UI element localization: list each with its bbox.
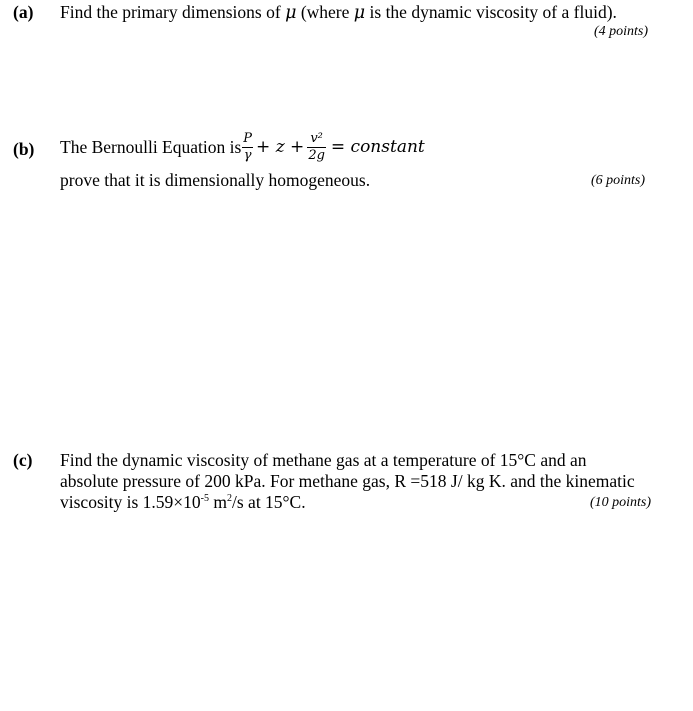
fraction-numerator: v² — [310, 130, 323, 146]
part-c-line-1: Find the dynamic viscosity of methane gas at a temperature of 15°C and an — [60, 450, 587, 470]
part-b-line-2: prove that it is dimensionally homogeneous. — [60, 170, 371, 190]
part-c-line-3c: /s at 15°C. — [232, 492, 306, 512]
equation-rhs: = constant — [330, 137, 425, 157]
part-b-points: (6 points) — [590, 173, 645, 188]
part-a-question — [60, 2, 617, 23]
part-c-points: (10 points) — [589, 495, 651, 510]
part-a-points: (4 points) — [593, 24, 648, 39]
part-c-label: (c) — [13, 450, 33, 470]
part-b-label: (b) — [13, 139, 35, 159]
part-b-intro: The Bernoulli Equation is — [60, 136, 242, 157]
mu-symbol: μ — [285, 3, 297, 23]
exponent: 2 — [227, 493, 232, 505]
fraction-denominator: 2g — [308, 147, 325, 163]
fraction-denominator: γ — [243, 147, 252, 163]
part-a-text-1: Find the primary dimensions of — [60, 2, 286, 22]
part-a-text-2: (where — [296, 2, 354, 22]
part-b-question — [60, 126, 425, 168]
part-a-label: (a) — [13, 2, 34, 22]
part-c-line-3 — [60, 492, 306, 513]
mu-symbol-2: μ — [353, 3, 366, 23]
fraction-numerator: P — [243, 130, 253, 146]
part-a-text-3: is the dynamic viscosity of a fluid). — [365, 2, 617, 22]
part-c-line-3a: viscosity is 1.59×10 — [60, 492, 201, 512]
plus-z: + z + — [256, 137, 305, 157]
fraction-v2-over-2g — [307, 132, 326, 163]
fraction-p-over-gamma — [242, 132, 253, 163]
part-c-line-3b: m — [209, 492, 227, 512]
exponent: -5 — [200, 493, 209, 505]
part-c-line-2: absolute pressure of 200 kPa. For methane gas, R =518 J/ kg K. and the kinematic — [60, 471, 635, 491]
